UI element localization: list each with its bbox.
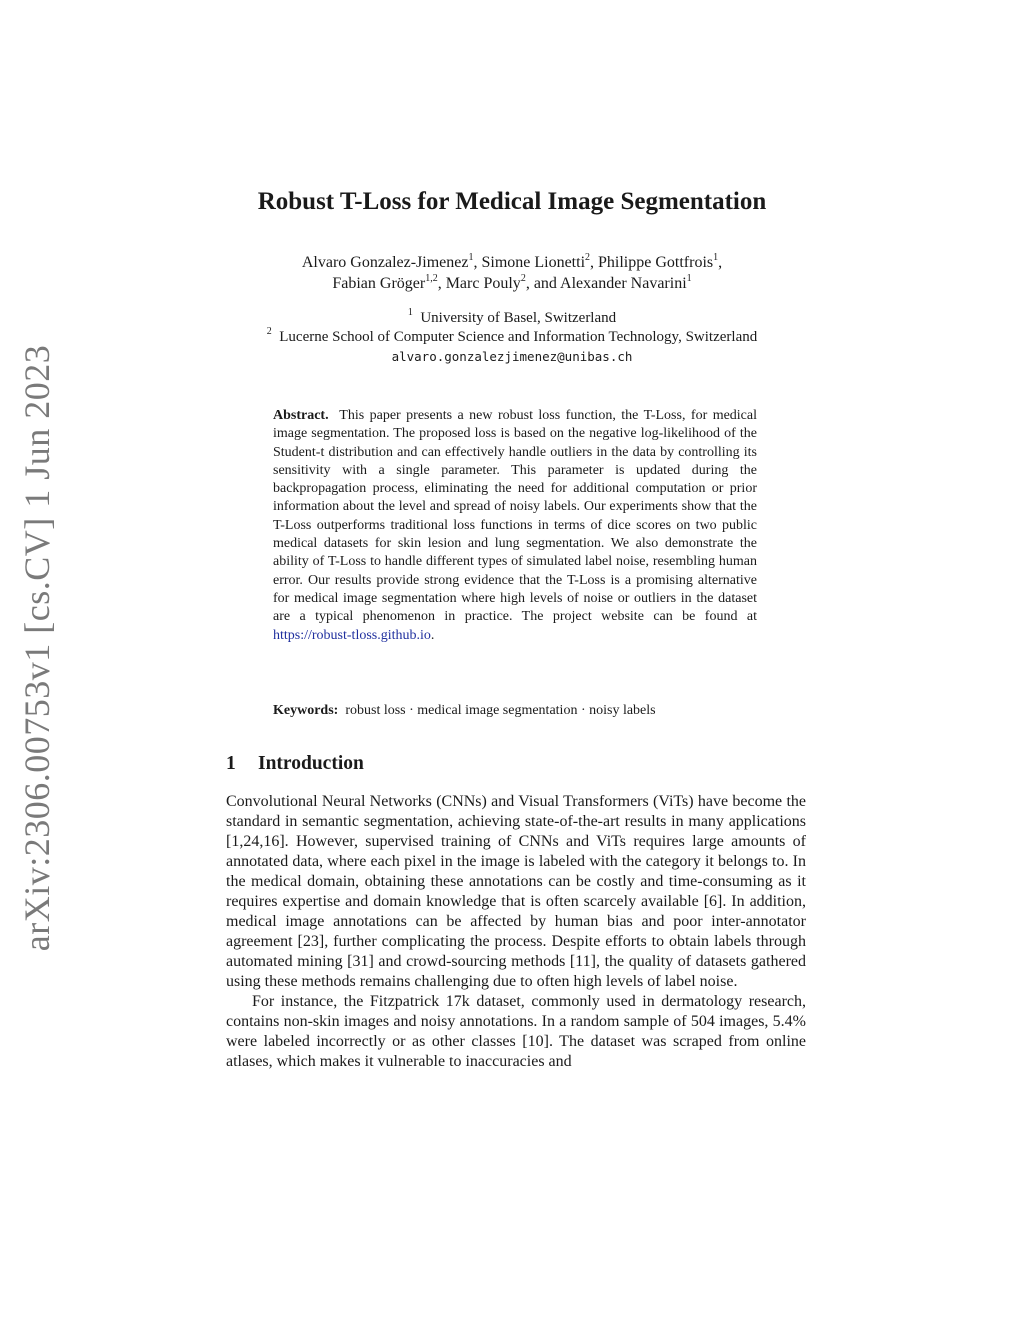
author-affil-mark: 1 xyxy=(468,251,474,263)
abstract-end-punct: . xyxy=(430,627,435,643)
author-affil-mark: 2 xyxy=(520,272,526,284)
author-separator: , xyxy=(437,275,446,292)
author-separator: , and xyxy=(525,275,561,292)
author-affil-mark: 1 xyxy=(686,272,692,284)
section-title: Introduction xyxy=(258,753,364,774)
affiliation-1 xyxy=(0,309,1024,328)
author-line-1 xyxy=(0,252,1024,273)
author-name: Alexander Navarini xyxy=(560,275,687,292)
paragraph: Convolutional Neural Networks (CNNs) and Visual Transformers (ViTs) have become the standard in semantic segmentation, achieving state-of-the-art results in many applications [1,24,16]. However, supervised training of CNNs and ViTs requires large amounts of annotated data, where each pixel in the image is labeled with the category it belongs to. In the medical domain, obtaining these annotations can be costly and time-consuming as it requires expertise and domain knowledge that is often scarcely available [6]. In addition, medical image annotations can be affected by human bias and poor inter-annotator agreement [23], further complicating the process. Despite efforts to obtain labels through automated mining [31] and crowd-sourcing methods [11], the quality of datasets gathered using these methods remains challenging due to often high levels of label noise. xyxy=(226,793,806,990)
author-separator: , xyxy=(590,254,599,271)
abstract xyxy=(273,407,757,645)
author-name: Simone Lionetti xyxy=(481,254,586,271)
author-name: Philippe Gottfrois xyxy=(598,254,714,271)
paper-title: Robust T-Loss for Medical Image Segmentation xyxy=(257,188,767,215)
arxiv-identifier: arXiv:2306.00753v1 [cs.CV] 1 Jun 2023 xyxy=(17,344,57,951)
affiliation-2 xyxy=(0,328,1024,347)
affiliations xyxy=(0,309,1024,366)
contact-email[interactable]: alvaro.gonzalezjimenez@unibas.ch xyxy=(391,349,633,364)
section-heading xyxy=(226,752,364,776)
affiliation-text: University of Basel, Switzerland xyxy=(420,310,617,326)
project-website-link[interactable]: https://robust-tloss.github.io xyxy=(273,627,431,643)
affiliation-text: Lucerne School of Computer Science and Information Technology, Switzerland xyxy=(279,329,758,345)
abstract-text: This paper presents a new robust loss function, the T-Loss, for medical image segmentation. The proposed loss is based on the negative log-likelihood of the Student-t distribution and can effectively handle outliers in the data by controlling its sensitivity with a single parameter. This parameter is updated during the backpropagation process, eliminating the need for additional computation or prior information about the level and spread of noisy labels. Our experiments show that the T-Loss outperforms traditional loss functions in terms of dice scores on two public medical datasets for skin lesion and lung segmentation. We also demonstrate the ability of T-Loss to handle different types of simulated label noise, resembling human error. Our results provide strong evidence that the T-Loss is a promising alternative for medical image segmentation where high levels of noise or outliers in the dataset are a typical phenomenon in practice. The project website can be found at xyxy=(273,408,758,625)
author-name: Marc Pouly xyxy=(445,275,521,292)
author-separator: , xyxy=(718,254,723,271)
author-affil-mark: 2 xyxy=(585,251,591,263)
keywords-text: robust loss · medical image segmentation · noisy labels xyxy=(345,703,656,718)
intro-body xyxy=(226,792,806,1072)
paragraph: For instance, the Fitzpatrick 17k dataset, commonly used in dermatology research, contains non-skin images and noisy annotations. In a random sample of 504 images, 5.4% were labeled incorrectly or as other classes [10]. The dataset was scraped from online atlases, which makes it vulnerable to inaccuracies and xyxy=(226,993,806,1070)
arxiv-sidebar-stamp xyxy=(12,344,62,951)
author-line-2 xyxy=(0,273,1024,294)
affiliation-mark: 2 xyxy=(266,326,272,337)
author-affil-mark: 1 xyxy=(713,251,719,263)
affiliation-mark: 1 xyxy=(407,307,413,318)
author-name: Fabian Gröger xyxy=(332,275,426,292)
author-name: Alvaro Gonzalez-Jimenez xyxy=(301,254,469,271)
author-affil-mark: 1,2 xyxy=(425,272,438,284)
author-separator: , xyxy=(473,254,482,271)
keywords-label: Keywords: xyxy=(273,703,339,718)
author-list xyxy=(0,252,1024,294)
keywords xyxy=(273,702,773,720)
abstract-label: Abstract. xyxy=(273,408,329,423)
section-number: 1 xyxy=(226,753,236,774)
